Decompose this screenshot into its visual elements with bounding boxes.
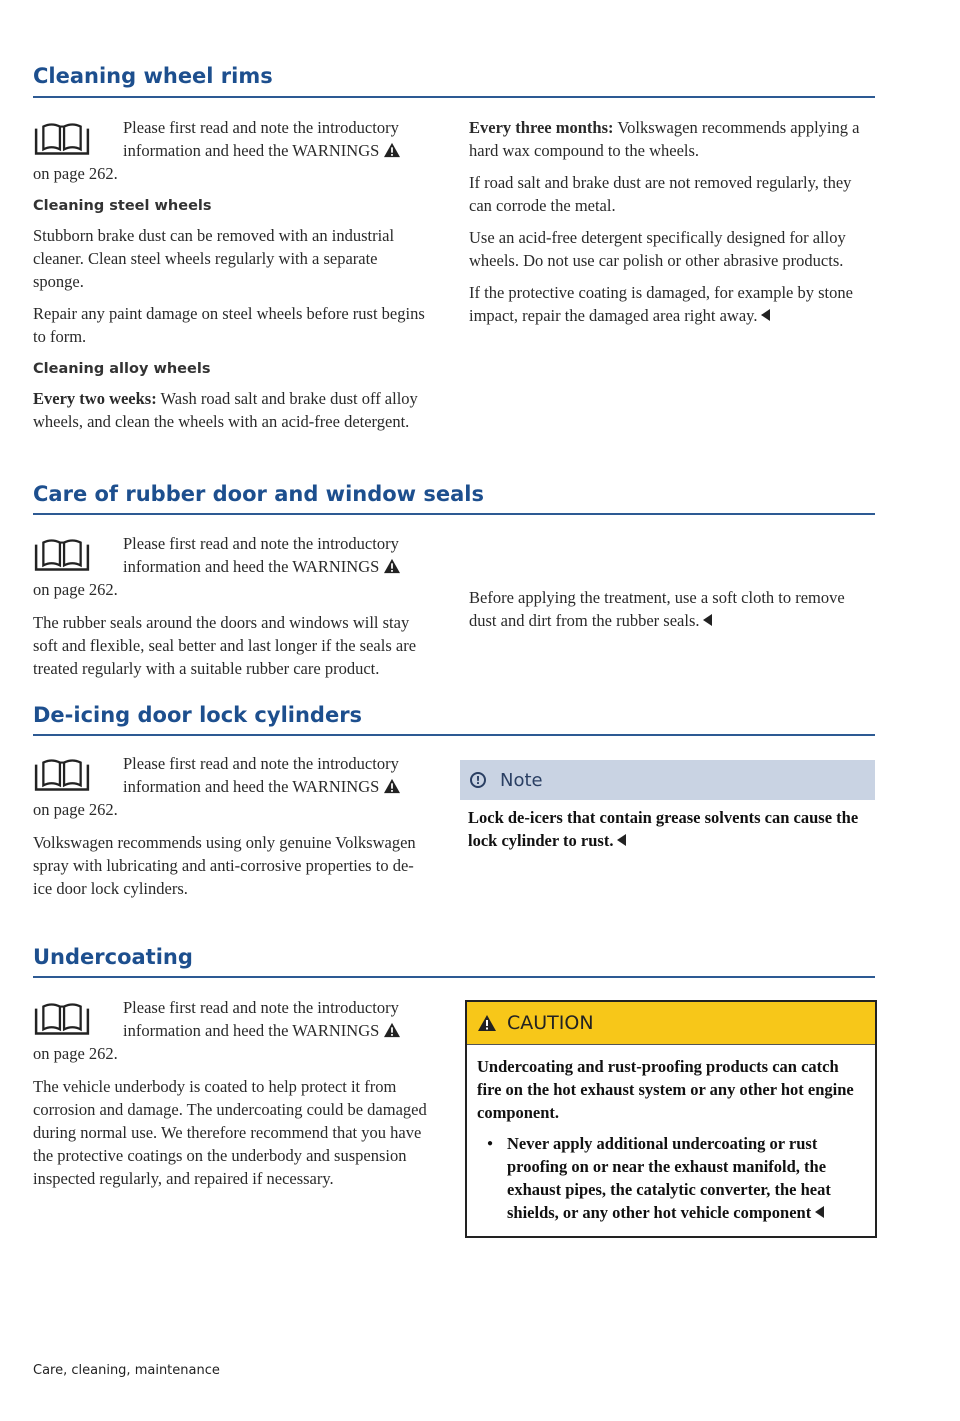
warning-triangle-icon — [477, 1014, 497, 1032]
info-circle-icon: ! — [470, 772, 486, 788]
intro-page-ref: on page 262. — [33, 164, 118, 183]
intro-note — [33, 996, 428, 1065]
right-column-wheel-rims — [469, 116, 864, 336]
right-column-seals — [469, 586, 864, 641]
back-arrow-icon — [617, 834, 626, 846]
back-arrow-icon — [815, 1206, 824, 1218]
caution-body — [467, 1045, 875, 1236]
warning-triangle-icon — [383, 1022, 401, 1038]
note-label: Note — [500, 769, 543, 791]
left-column-undercoating — [33, 996, 428, 1199]
section-title-undercoating: Undercoating — [33, 945, 193, 969]
left-column-wheel-rims — [33, 116, 428, 433]
left-column-seals — [33, 532, 428, 689]
section-rule — [33, 976, 875, 978]
alloy-text-1: Wash road salt and brake dust off alloy wheels, and clean the wheels with an acid-free detergent. — [33, 389, 418, 431]
intro-line1: Please first read and note the introductory — [123, 534, 399, 553]
book-icon — [33, 1002, 91, 1036]
warning-triangle-icon — [383, 142, 401, 158]
book-icon — [33, 122, 91, 156]
caution-label: CAUTION — [507, 1012, 594, 1034]
intro-line1: Please first read and note the introductory — [123, 754, 399, 773]
alloy-lead-2: Every three months: — [469, 118, 614, 137]
intro-page-ref: on page 262. — [33, 580, 118, 599]
alloy-paragraph-3: Use an acid-free detergent specifically designed for alloy wheels. Do not use car polish or other abrasive products. — [469, 228, 846, 270]
alloy-paragraph-4: If the protective coating is damaged, for example by stone impact, repair the damaged area right away. — [469, 283, 853, 325]
intro-line2: information and heed the WARNINGS — [123, 557, 380, 576]
caution-paragraph: Undercoating and rust-proofing products can catch fire on the hot exhaust system or any other hot engine component. — [477, 1057, 854, 1122]
note-header — [460, 760, 875, 800]
warning-triangle-icon — [383, 778, 401, 794]
alloy-paragraph-1b — [469, 116, 864, 162]
section-title-seals: Care of rubber door and window seals — [33, 482, 484, 506]
subheading-steel: Cleaning steel wheels — [33, 198, 212, 214]
note-box — [460, 760, 875, 858]
note-text: Lock de-icers that contain grease solvents can cause the lock cylinder to rust. — [468, 808, 859, 850]
alloy-text-1b: Volkswagen recommends applying a hard wax compound to the wheels. — [469, 118, 860, 160]
intro-line2: information and heed the WARNINGS — [123, 141, 380, 160]
book-icon — [33, 758, 91, 792]
intro-line1: Please first read and note the introductory — [123, 118, 399, 137]
deicing-paragraph-1: Volkswagen recommends using only genuine Volkswagen spray with lubricating and anti-corrosive properties to de-ice door lock cylinders. — [33, 833, 416, 898]
steel-paragraph-1: Stubborn brake dust can be removed with an industrial cleaner. Clean steel wheels regularly with a separate sponge. — [33, 226, 395, 291]
page-footer: Care, cleaning, maintenance — [33, 1363, 220, 1378]
caution-box — [465, 1000, 877, 1238]
intro-line2: information and heed the WARNINGS — [123, 1021, 380, 1040]
subheading-alloy: Cleaning alloy wheels — [33, 361, 211, 377]
intro-note — [33, 752, 428, 821]
caution-header — [467, 1002, 875, 1045]
intro-line1: Please first read and note the introductory — [123, 998, 399, 1017]
back-arrow-icon — [761, 309, 770, 321]
back-arrow-icon — [703, 614, 712, 626]
section-rule — [33, 734, 875, 736]
alloy-lead: Every two weeks: — [33, 389, 157, 408]
intro-page-ref: on page 262. — [33, 800, 118, 819]
seals-paragraph-2: Before applying the treatment, use a soft cloth to remove dust and dirt from the rubber seals. — [469, 588, 845, 630]
seals-paragraph-1: The rubber seals around the doors and windows will stay soft and flexible, seal better and last longer if the seals are treated regularly with a suitable rubber care product. — [33, 613, 417, 678]
section-title-wheel-rims: Cleaning wheel rims — [33, 64, 273, 88]
section-rule — [33, 513, 875, 515]
steel-paragraph-2: Repair any paint damage on steel wheels before rust begins to form. — [33, 304, 425, 346]
undercoating-paragraph-1: The vehicle underbody is coated to help protect it from corrosion and damage. The undercoating could be damaged during normal use. We therefore recommend that you have the protective coatings on the underbody and suspension inspected regularly, and repaired if necessary. — [33, 1077, 427, 1188]
intro-note — [33, 532, 428, 601]
warning-triangle-icon — [383, 558, 401, 574]
left-column-deicing — [33, 752, 428, 909]
intro-page-ref: on page 262. — [33, 1044, 118, 1063]
book-icon — [33, 538, 91, 572]
alloy-paragraph-1 — [33, 387, 428, 433]
section-title-deicing: De-icing door lock cylinders — [33, 703, 363, 727]
section-rule — [33, 96, 875, 98]
alloy-paragraph-2: If road salt and brake dust are not removed regularly, they can corrode the metal. — [469, 173, 852, 215]
caution-bullet: ● Never apply additional undercoating or rust proofing on or near the exhaust manifold, the exhaust pipes, the catalytic converter, the heat shields, or any other hot vehicle component — [477, 1132, 865, 1224]
intro-line2: information and heed the WARNINGS — [123, 777, 380, 796]
intro-note — [33, 116, 428, 185]
